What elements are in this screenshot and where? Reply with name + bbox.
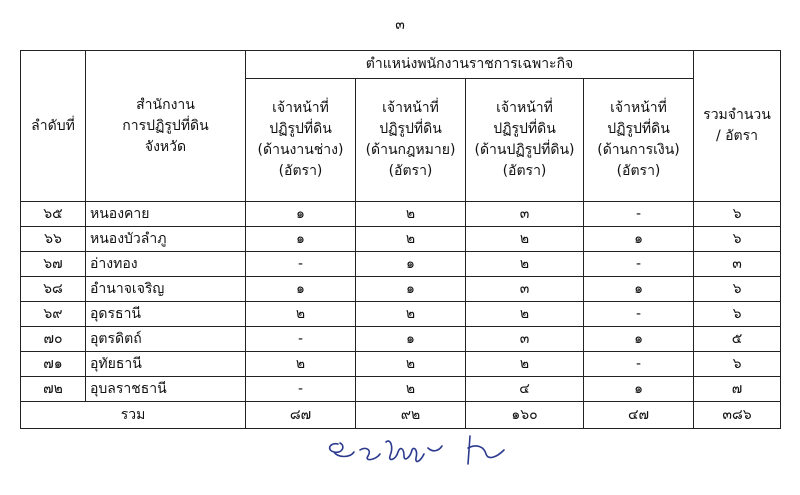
header-role-line: (อัตรา) [278,163,323,179]
grand-total: ๓๘๖ [694,402,781,429]
header-role-line: (ด้านการเงิน) [597,142,680,158]
row-value: ๑ [246,227,356,252]
row-office: หนองคาย [86,202,246,227]
row-value: ๑ [246,277,356,302]
header-office-line3: จังหวัด [144,138,187,155]
table-row [21,227,781,252]
row-total: ๕ [694,327,781,352]
row-value: - [584,202,694,227]
row-office: อำนาจเจริญ [86,277,246,302]
header-no-label: ลำดับที่ [31,117,75,134]
row-total: ๗ [694,377,781,402]
row-total: ๖ [694,277,781,302]
row-value: ๔ [466,377,584,402]
row-value: ๒ [246,352,356,377]
header-total [694,51,781,202]
total-value: ๘๗ [246,402,356,429]
header-role-line: เจ้าหน้าที่ [272,100,329,116]
header-role-line: (ด้านงานช่าง) [257,142,344,158]
header-row-group [21,51,781,79]
row-value: ๒ [466,227,584,252]
header-role-line: ปฏิรูปที่ดิน [269,121,332,137]
header-role-line: ปฏิรูปที่ดิน [493,121,556,137]
row-office: อุทัยธานี [86,352,246,377]
row-value: ๒ [356,302,466,327]
row-value: - [584,352,694,377]
row-value: ๓ [466,277,584,302]
header-role-legal [356,79,466,202]
row-office: อ่างทอง [86,252,246,277]
table-row [21,327,781,352]
row-value: ๒ [356,352,466,377]
table-row [21,377,781,402]
row-value: - [584,252,694,277]
handwritten-signature [320,428,520,478]
row-value: ๑ [584,277,694,302]
row-no: ๗๒ [21,377,86,402]
row-value: - [246,377,356,402]
total-value: ๙๒ [356,402,466,429]
header-total-line1: รวมจำนวน [703,107,771,123]
row-value: ๒ [246,302,356,327]
table-row [21,277,781,302]
row-total: ๓ [694,252,781,277]
row-no: ๖๘ [21,277,86,302]
row-total: ๖ [694,352,781,377]
row-office: อุดรธานี [86,302,246,327]
header-role-line: ปฏิรูปที่ดิน [379,121,442,137]
row-value: ๒ [466,352,584,377]
row-value: ๒ [356,227,466,252]
header-role-line: เจ้าหน้าที่ [496,100,553,116]
row-value: ๑ [356,327,466,352]
header-no [21,51,86,202]
row-value: ๒ [356,202,466,227]
page-number: ๓ [395,17,405,33]
total-row [21,402,781,429]
header-role-line: ปฏิรูปที่ดิน [607,121,670,137]
row-value: ๑ [356,277,466,302]
row-no: ๗๐ [21,327,86,352]
row-office: หนองบัวลำภู [86,227,246,252]
row-no: ๖๗ [21,252,86,277]
header-role-line: (อัตรา) [616,163,661,179]
header-role-line: เจ้าหน้าที่ [610,100,667,116]
row-value: ๓ [466,202,584,227]
row-office: อุตรดิตถ์ [86,327,246,352]
header-role-line: (อัตรา) [388,163,433,179]
row-no: ๗๑ [21,352,86,377]
row-value: ๒ [466,252,584,277]
total-label: รวม [21,402,246,429]
header-role-technical [246,79,356,202]
row-no: ๖๖ [21,227,86,252]
row-value: - [584,302,694,327]
row-value: ๒ [466,302,584,327]
row-total: ๖ [694,202,781,227]
staff-allocation-table [20,50,781,429]
header-role-line: (อัตรา) [502,163,547,179]
header-role-land-reform [466,79,584,202]
header-office [86,51,246,202]
row-no: ๖๙ [21,302,86,327]
row-value: ๑ [356,252,466,277]
row-value: ๑ [246,202,356,227]
total-value: ๔๗ [584,402,694,429]
row-office: อุบลราชธานี [86,377,246,402]
table-row [21,202,781,227]
row-value: ๓ [466,327,584,352]
row-value: ๑ [584,227,694,252]
row-total: ๖ [694,302,781,327]
total-value: ๑๖๐ [466,402,584,429]
header-role-line: (ด้านปฏิรูปที่ดิน) [474,142,575,158]
row-value: ๑ [584,327,694,352]
header-office-line1: สำนักงาน [136,96,195,113]
header-office-line2: การปฏิรูปที่ดิน [122,117,209,134]
row-value: - [246,327,356,352]
header-role-line: (ด้านกฎหมาย) [365,142,456,158]
row-value: ๑ [584,377,694,402]
table-row [21,252,781,277]
row-no: ๖๕ [21,202,86,227]
header-total-line2: / อัตรา [715,128,759,144]
table-row [21,352,781,377]
header-role-line: เจ้าหน้าที่ [382,100,439,116]
table-row [21,302,781,327]
row-value: - [246,252,356,277]
row-value: ๒ [356,377,466,402]
header-group-special-staff: ตำแหน่งพนักงานราชการเฉพาะกิจ [246,51,694,79]
header-role-finance [584,79,694,202]
row-total: ๖ [694,227,781,252]
